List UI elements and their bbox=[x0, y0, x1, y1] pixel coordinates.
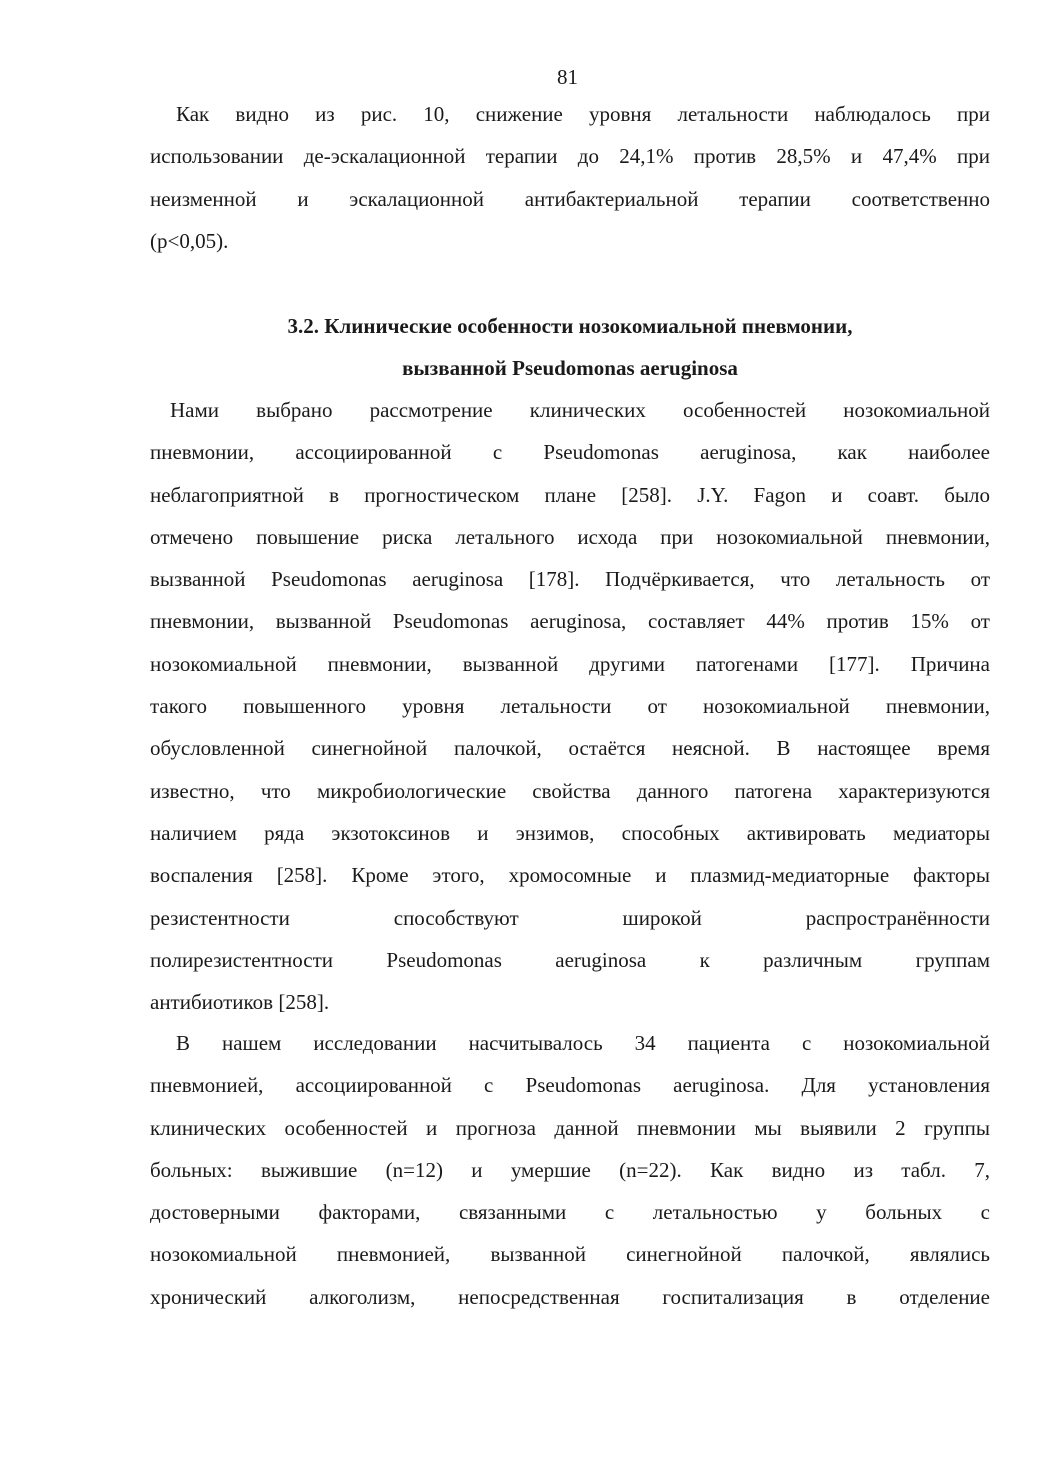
text-line: известно, что микробиологические свойства данного патогена характеризуются bbox=[150, 778, 990, 803]
text-line: обусловленной синегнойной палочкой, остаётся неясной. В настоящее время bbox=[150, 736, 990, 761]
text-line: хронический алкоголизм, непосредственная госпитализация в отделение bbox=[150, 1284, 990, 1309]
section-heading bbox=[150, 305, 990, 390]
text-line: больных: выжившие (n=12) и умершие (n=22). Как видно из табл. 7, bbox=[150, 1157, 990, 1182]
text-line: Как видно из рис. 10, снижение уровня летальности наблюдалось при bbox=[176, 102, 990, 126]
section-heading-line: вызванной Pseudomonas aeruginosa bbox=[402, 356, 738, 381]
page-number: 81 bbox=[557, 65, 578, 89]
text-line: неблагоприятной в прогностическом плане [258]. J.Y. Fagon и соавт. было bbox=[150, 482, 990, 507]
text-line: нозокомиальной пневмонией, вызванной синегнойной палочкой, являлись bbox=[150, 1242, 990, 1267]
paragraph-pseudomonas-overview bbox=[150, 389, 990, 1023]
text-line: (p<0,05). bbox=[150, 228, 229, 253]
text-line: неизменной и эскалационной антибактериальной терапии соответственно bbox=[150, 186, 990, 211]
text-line: вызванной Pseudomonas aeruginosa [178]. Подчёркивается, что летальность от bbox=[150, 567, 990, 592]
text-line: достоверными факторами, связанными с летальностью у больных с bbox=[150, 1200, 990, 1225]
paragraph-deescalation-results bbox=[150, 93, 990, 262]
text-line: клинических особенностей и прогноза данной пневмонии мы выявили 2 группы bbox=[150, 1115, 990, 1140]
text-line: резистентности способствуют широкой распространённости bbox=[150, 905, 990, 930]
text-line: пневмонии, вызванной Pseudomonas aeruginosa, составляет 44% против 15% от bbox=[150, 609, 990, 634]
text-line: отмечено повышение риска летального исхода при нозокомиальной пневмонии, bbox=[150, 524, 990, 549]
text-line: воспаления [258]. Кроме этого, хромосомные и плазмид-медиаторные факторы bbox=[150, 863, 990, 888]
text-line: использовании де-эскалационной терапии до 24,1% против 28,5% и 47,4% при bbox=[150, 144, 990, 169]
text-line: пневмонией, ассоциированной с Pseudomonas aeruginosa. Для установления bbox=[150, 1073, 990, 1098]
text-line: антибиотиков [258]. bbox=[150, 990, 330, 1015]
text-line: полирезистентности Pseudomonas aeruginosa к различным группам bbox=[150, 947, 990, 972]
section-heading-line: 3.2. Клинические особенности нозокомиальной пневмонии, bbox=[287, 314, 853, 338]
text-line: нозокомиальной пневмонии, вызванной другими патогенами [177]. Причина bbox=[150, 651, 990, 676]
text-line: наличием ряда экзотоксинов и энзимов, способных активировать медиаторы bbox=[150, 820, 990, 845]
text-line: пневмонии, ассоциированной с Pseudomonas aeruginosa, как наиболее bbox=[150, 440, 990, 465]
text-line: В нашем исследовании насчитывалось 34 пациента с нозокомиальной bbox=[176, 1031, 990, 1055]
paragraph-study-cohort bbox=[150, 1022, 990, 1318]
text-line: такого повышенного уровня летальности от нозокомиальной пневмонии, bbox=[150, 694, 990, 719]
text-line: Нами выбрано рассмотрение клинических особенностей нозокомиальной bbox=[170, 398, 990, 422]
